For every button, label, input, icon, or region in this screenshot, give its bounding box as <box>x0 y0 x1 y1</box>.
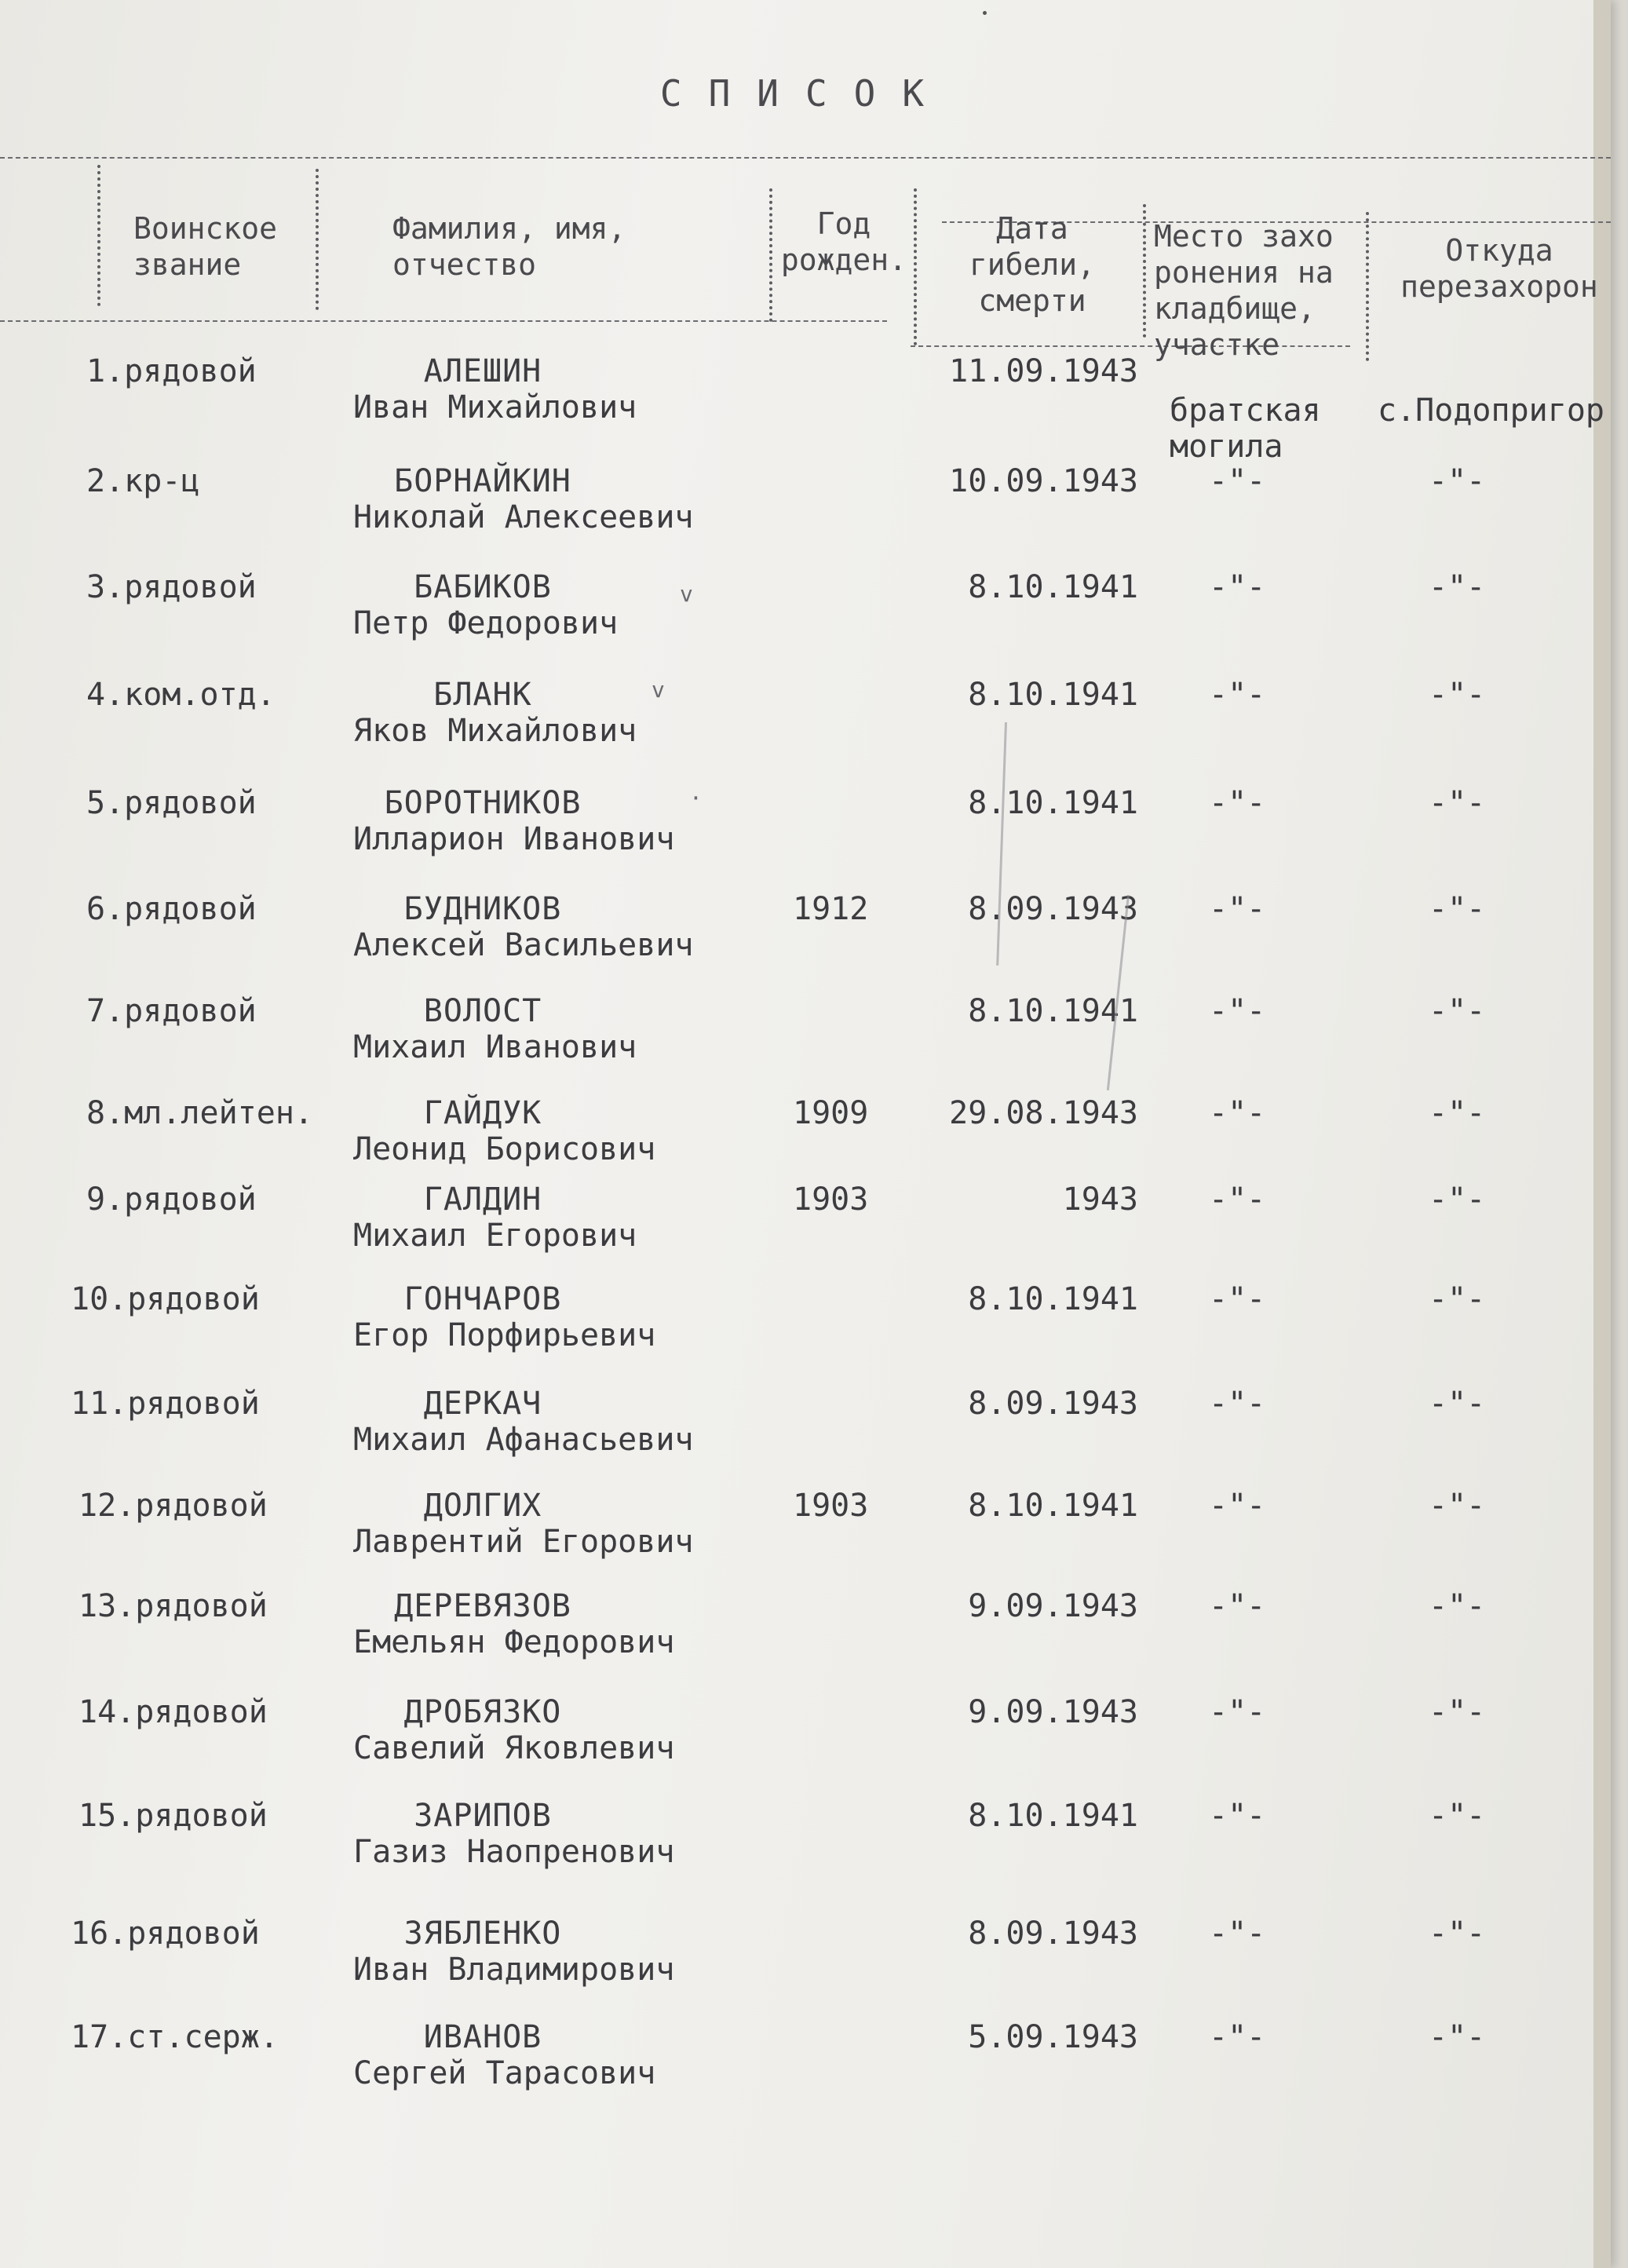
rank-cell: 4.ком.отд. <box>86 677 276 713</box>
table-row <box>0 1488 1611 1590</box>
rank-cell: 5.рядовой <box>86 785 257 821</box>
death-date-cell: 5.09.1943 <box>968 2019 1138 2055</box>
reburied-from-cell: -"- <box>1429 2019 1486 2055</box>
burial-place-cell: -"- <box>1209 1916 1266 1952</box>
surname-cell: ДРОБЯЗКО <box>403 1694 562 1730</box>
rank-cell: 15.рядовой <box>78 1798 268 1834</box>
death-date-cell: 8.10.1941 <box>968 785 1138 821</box>
given-names-cell: Егор Порфирьевич <box>353 1317 656 1353</box>
given-names-cell: Алексей Васильевич <box>353 927 694 963</box>
death-date-cell: 8.10.1941 <box>968 569 1138 605</box>
rank-cell: 11.рядовой <box>71 1386 260 1422</box>
surname-cell: БАБИКОВ <box>414 569 552 605</box>
table-row <box>0 1694 1611 1796</box>
surname-cell: ДЕРЕВЯЗОВ <box>394 1588 571 1624</box>
given-names-cell: Лаврентий Егорович <box>353 1524 694 1560</box>
surname-cell: ДОЛГИХ <box>423 1488 542 1524</box>
table-row <box>0 2019 1611 2121</box>
reburied-from-cell: -"- <box>1429 1488 1486 1524</box>
rank-cell: 3.рядовой <box>86 569 257 605</box>
reburied-from-cell: -"- <box>1429 993 1486 1029</box>
column-separator <box>914 188 917 345</box>
header-birth-year: Год рожден. <box>780 206 907 277</box>
header-burial-place: Место захо ронения на кладбище, участке <box>1154 219 1334 362</box>
reburied-from-cell: -"- <box>1429 1181 1486 1218</box>
table-row <box>0 1798 1611 1900</box>
surname-cell: ГОНЧАРОВ <box>403 1281 562 1317</box>
burial-place-cell: -"- <box>1209 569 1266 605</box>
surname-cell: ДЕРКАЧ <box>423 1386 542 1422</box>
death-date-cell: 8.10.1941 <box>968 1488 1138 1524</box>
column-separator <box>769 188 772 322</box>
given-names-cell: Емельян Федорович <box>353 1624 675 1660</box>
birth-year-cell: 1903 <box>793 1488 869 1524</box>
burial-place-cell: братская могила <box>1170 393 1321 465</box>
surname-cell: ГАЙДУК <box>423 1095 542 1131</box>
document-title: СПИСОК <box>659 72 951 115</box>
given-names-cell: Леонид Борисович <box>353 1131 656 1167</box>
death-date-cell: 8.10.1941 <box>968 1798 1138 1834</box>
surname-cell: ЗЯБЛЕНКО <box>403 1916 562 1952</box>
given-names-cell: Михаил Иванович <box>353 1029 637 1065</box>
surname-cell: ГАЛДИН <box>423 1181 542 1218</box>
reburied-from-cell: -"- <box>1429 569 1486 605</box>
death-date-cell: 8.09.1943 <box>968 891 1138 927</box>
reburied-from-cell: -"- <box>1429 891 1486 927</box>
column-separator <box>316 169 319 310</box>
rank-cell: 8.мл.лейтен. <box>86 1095 313 1131</box>
given-names-cell: Газиз Наопренович <box>353 1834 675 1870</box>
rank-cell: 9.рядовой <box>86 1181 257 1218</box>
death-date-cell: 8.10.1941 <box>968 677 1138 713</box>
burial-place-cell: -"- <box>1209 891 1266 927</box>
burial-place-cell: -"- <box>1209 1694 1266 1730</box>
surname-cell: ЗАРИПОВ <box>414 1798 552 1834</box>
header-reburied-from: Откуда перезахорон <box>1400 233 1598 304</box>
reburied-from-cell: с.Подопригор <box>1378 393 1604 429</box>
reburied-from-cell: -"- <box>1429 785 1486 821</box>
death-date-cell: 9.09.1943 <box>968 1588 1138 1624</box>
birth-year-cell: 1912 <box>793 891 869 927</box>
header-death-date: Дата гибели, смерти <box>969 211 1096 318</box>
header-top-rule <box>0 157 1611 159</box>
table-row <box>0 1588 1611 1690</box>
given-names-cell: Савелий Яковлевич <box>353 1730 675 1766</box>
header-rank: Воинское звание <box>133 211 278 282</box>
surname-cell: БЛАНК <box>433 677 532 713</box>
surname-cell: ИВАНОВ <box>423 2019 542 2055</box>
table-row <box>0 1181 1611 1284</box>
rank-cell: 1.рядовой <box>86 353 257 389</box>
death-date-cell: 9.09.1943 <box>968 1694 1138 1730</box>
pencil-tick-mark: v <box>652 677 665 703</box>
given-names-cell: Михаил Егорович <box>353 1218 637 1254</box>
surname-cell: БОРОТНИКОВ <box>384 785 582 821</box>
pencil-tick-mark: v <box>680 581 693 607</box>
table-row <box>0 353 1611 465</box>
table-row <box>0 891 1611 993</box>
burial-place-cell: -"- <box>1209 1181 1266 1218</box>
table-row <box>0 785 1611 887</box>
death-date-cell: 8.09.1943 <box>968 1386 1138 1422</box>
rank-cell: 6.рядовой <box>86 891 257 927</box>
table-row <box>0 677 1611 779</box>
burial-place-cell: -"- <box>1209 2019 1266 2055</box>
reburied-from-cell: -"- <box>1429 1095 1486 1131</box>
burial-place-cell: -"- <box>1209 1588 1266 1624</box>
reburied-from-cell: -"- <box>1429 677 1486 713</box>
surname-cell: АЛЕШИН <box>423 353 542 389</box>
surname-cell: БОРНАЙКИН <box>394 463 571 499</box>
header-name: Фамилия, имя, отчество <box>392 211 626 282</box>
pencil-tick-mark: · <box>689 785 703 811</box>
given-names-cell: Иван Михайлович <box>353 389 637 425</box>
column-separator <box>97 165 100 306</box>
rank-cell: 17.ст.серж. <box>71 2019 279 2055</box>
given-names-cell: Николай Алексеевич <box>353 499 694 535</box>
reburied-from-cell: -"- <box>1429 463 1486 499</box>
given-names-cell: Иван Владимирович <box>353 1952 675 1988</box>
given-names-cell: Михаил Афанасьевич <box>353 1422 694 1458</box>
death-date-cell: 8.10.1941 <box>968 993 1138 1029</box>
rank-cell: 14.рядовой <box>78 1694 268 1730</box>
death-date-cell: 1943 <box>1062 1181 1138 1218</box>
birth-year-cell: 1903 <box>793 1181 869 1218</box>
ink-speck <box>983 11 987 15</box>
reburied-from-cell: -"- <box>1429 1281 1486 1317</box>
column-separator <box>1366 212 1369 361</box>
given-names-cell: Сергей Тарасович <box>353 2055 656 2091</box>
burial-place-cell: -"- <box>1209 1488 1266 1524</box>
burial-place-cell: -"- <box>1209 1798 1266 1834</box>
reburied-from-cell: -"- <box>1429 1916 1486 1952</box>
rank-cell: 10.рядовой <box>71 1281 260 1317</box>
table-row <box>0 993 1611 1095</box>
death-date-cell: 11.09.1943 <box>949 353 1138 389</box>
death-date-cell: 8.10.1941 <box>968 1281 1138 1317</box>
rank-cell: 16.рядовой <box>71 1916 260 1952</box>
table-row <box>0 1916 1611 2018</box>
burial-place-cell: -"- <box>1209 1386 1266 1422</box>
reburied-from-cell: -"- <box>1429 1694 1486 1730</box>
reburied-from-cell: -"- <box>1429 1386 1486 1422</box>
table-row <box>0 569 1611 671</box>
rank-cell: 12.рядовой <box>78 1488 268 1524</box>
table-row <box>0 1386 1611 1488</box>
table-row <box>0 1281 1611 1383</box>
burial-place-cell: -"- <box>1209 463 1266 499</box>
burial-place-cell: -"- <box>1209 677 1266 713</box>
death-date-cell: 29.08.1943 <box>949 1095 1138 1131</box>
burial-place-cell: -"- <box>1209 1281 1266 1317</box>
surname-cell: ВОЛОСТ <box>423 993 542 1029</box>
rank-cell: 13.рядовой <box>78 1588 268 1624</box>
table-row <box>0 463 1611 565</box>
reburied-from-cell: -"- <box>1429 1588 1486 1624</box>
death-date-cell: 10.09.1943 <box>949 463 1138 499</box>
given-names-cell: Петр Федорович <box>353 605 619 641</box>
burial-place-cell: -"- <box>1209 1095 1266 1131</box>
reburied-from-cell: -"- <box>1429 1798 1486 1834</box>
burial-place-cell: -"- <box>1209 785 1266 821</box>
rank-cell: 2.кр-ц <box>86 463 200 499</box>
death-date-cell: 8.09.1943 <box>968 1916 1138 1952</box>
rank-cell: 7.рядовой <box>86 993 257 1029</box>
given-names-cell: Илларион Иванович <box>353 821 675 857</box>
burial-place-cell: -"- <box>1209 993 1266 1029</box>
column-separator <box>1143 204 1146 338</box>
given-names-cell: Яков Михайлович <box>353 713 637 749</box>
surname-cell: БУДНИКОВ <box>403 891 562 927</box>
birth-year-cell: 1909 <box>793 1095 869 1131</box>
header-bottom-rule-left <box>0 320 887 322</box>
